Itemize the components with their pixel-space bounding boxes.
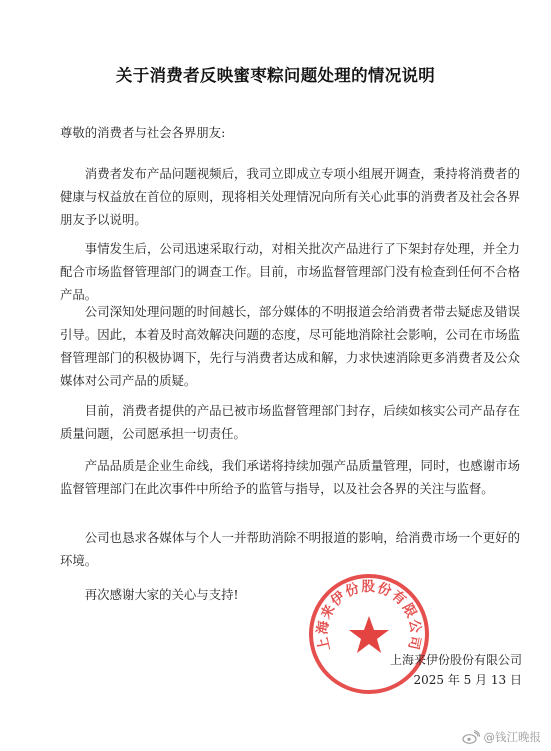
document-title: 关于消费者反映蜜枣粽问题处理的情况说明 [115,66,436,85]
greeting: 尊敬的消费者与社会各界朋友: [60,125,226,140]
paragraph-5: 产品品质是企业生命线，我们承诺将持续加强产品质量管理，同时，也感谢市场监督管理部门在此次事件中所给予的监管与指导，以及社会各界的关注与监督。 [60,458,520,496]
weibo-watermark [462,729,542,745]
weibo-icon [462,730,480,744]
paragraph-3: 公司深知处理问题的时间越长，部分媒体的不明报道会给消费者带去疑虑及错误引导。因此，本着及时高效解决问题的态度，尽可能地消除社会影响，公司在市场监督管理部门的积极协调下，先行与消费者达成和解，力求快速消除更多消费者及公众媒体对公司产品的质疑。 [60,304,520,388]
paragraph-7: 再次感谢大家的关心与支持! [84,587,239,602]
paragraph-2: 事情发生后，公司迅速采取行动，对相关批次产品进行了下架封存处理，并全力配合市场监督管理部门的调查工作。目前，市场监督管理部门没有检查到任何不合格产品。 [60,241,520,302]
paragraph-6: 公司也恳求各媒体与个人一并帮助消除不明报道的影响，给消费市场一个更好的环境。 [60,530,520,568]
paragraph-4: 目前，消费者提供的产品已被市场监督管理部门封存，后续如核实公司产品存在质量问题，公司愿承担一切责任。 [60,403,520,441]
watermark-text: @钱江晚报 [483,730,541,744]
signature-company: 上海来伊份股份有限公司 [389,653,522,667]
svg-text:上海来伊份股份有限公司: 上海来伊份股份有限公司 [314,579,424,653]
signature-date: 2025 年 5 月 13 日 [413,673,522,687]
seal-star-icon [349,616,389,653]
paragraph-1: 消费者发布产品问题视频后，我司立即成立专项小组展开调查，秉持将消费者的健康与权益放在首位的原则，现将相关处理情况向所有关心此事的消费者及社会各界朋友予以说明。 [60,166,520,227]
